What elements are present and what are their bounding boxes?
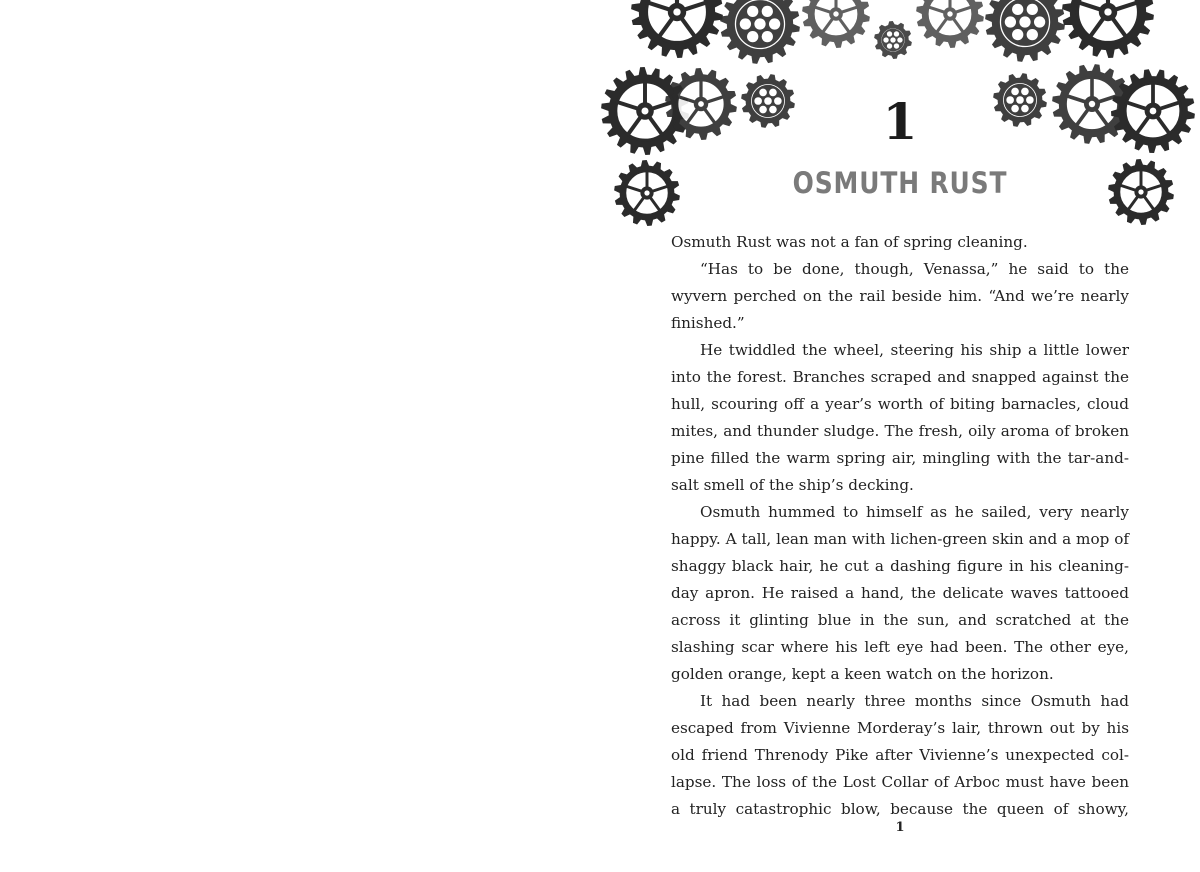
gear-icon (720, 0, 800, 64)
gear-icon (665, 68, 737, 140)
chapter-number: 1 (882, 92, 918, 151)
paragraph: “Has to be done, though, Venassa,” he said to the wyvern perched on the rail beside him. “And we’re nearly finished.” (671, 260, 1129, 332)
gear-icon (916, 0, 984, 48)
chapter-body (671, 229, 1129, 823)
paragraph: He twiddled the wheel, steering his ship a little lower into the forest. Branches scraped and snapped against the hull, scouring off a year’s worth of biting barnacles, cloud mites, and thunder sludge. The fresh, oily aroma of broken pine filled the warm spring air, mingling with the tar-and-salt smell of the ship’s decking. (671, 341, 1129, 494)
page-number: 1 (895, 820, 905, 835)
gear-icon (741, 74, 795, 128)
gear-icon (614, 160, 680, 226)
gear-icon (802, 0, 870, 48)
paragraph: It had been nearly three months since Osmuth had escaped from Vivienne Morderay’s lair, thrown out by his old friend Threnody Pike after Vivienne’s unexpected collapse. The loss of the Lost Collar of Arboc must have been a truly catastrophic blow, because the queen of showy, (671, 692, 1129, 818)
gear-icon (1062, 0, 1154, 58)
paragraph: Osmuth Rust was not a fan of spring cleaning. (671, 233, 1028, 251)
gear-icon (1108, 159, 1174, 225)
gear-icon (874, 21, 912, 59)
gear-icon (985, 0, 1065, 62)
gear-icon (631, 0, 723, 58)
gear-icon (993, 73, 1047, 127)
chapter-title: OSMUTH RUST (792, 166, 1008, 200)
chapter-page (600, 0, 1200, 872)
paragraph: Osmuth hummed to himself as he sailed, very nearly happy. A tall, lean man with lichen-green skin and a mop of shaggy black hair, he cut a dashing figure in his cleaning-day apron. He raised a hand, the delicate waves tattooed across it glinting blue in the sun, and scratched at the slashing scar where his left eye had been. The other eye, golden orange, kept a keen watch on the horizon. (671, 503, 1129, 683)
